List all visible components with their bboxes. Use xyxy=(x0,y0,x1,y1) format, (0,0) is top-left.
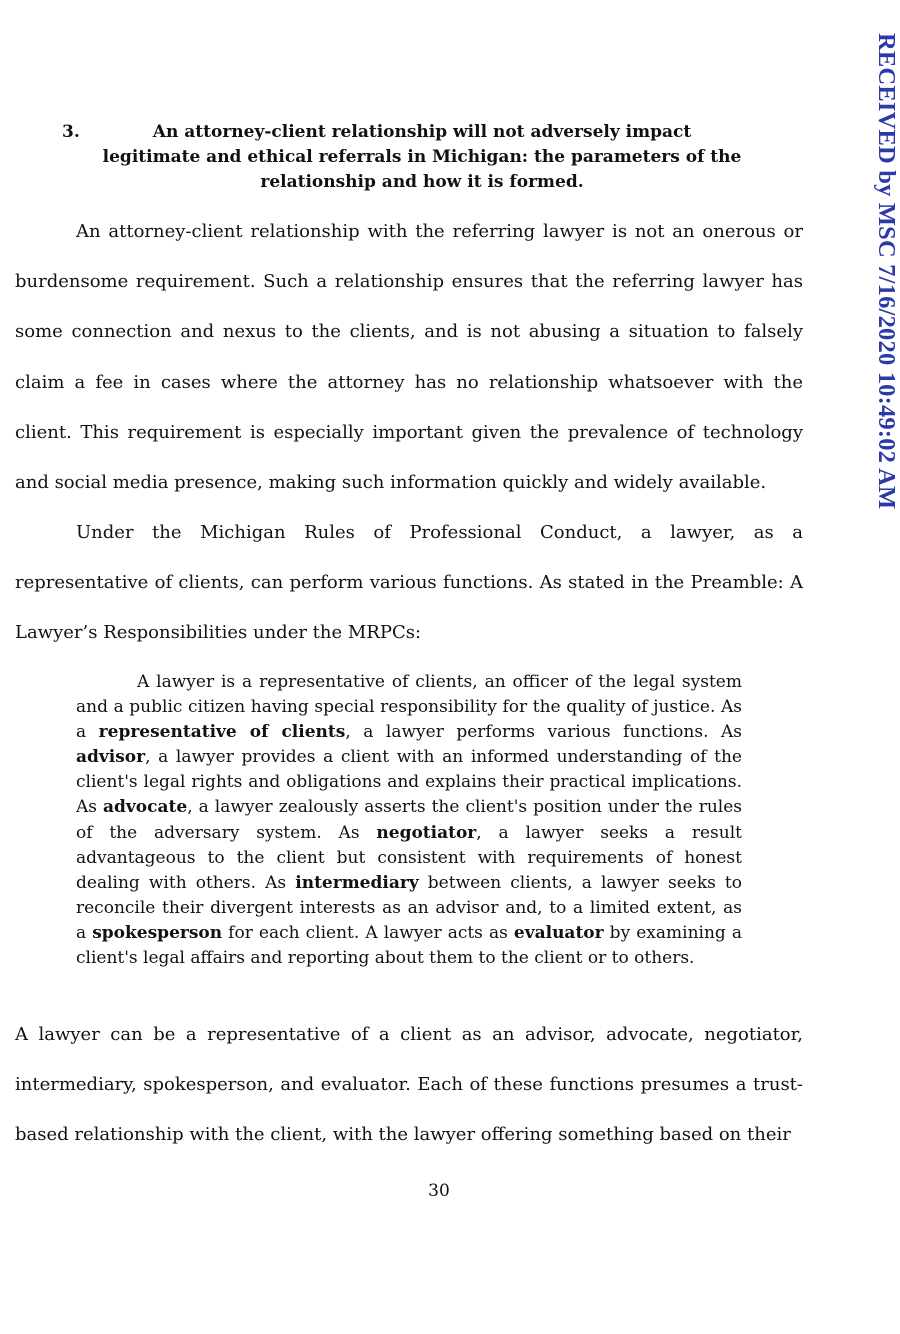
quote-text: , a lawyer performs various functions. As xyxy=(345,722,743,743)
quote-emphasis: advocate xyxy=(103,797,188,818)
section-heading xyxy=(62,120,762,195)
quote-text: , a lawyer zealously asserts the client's position under the rules of the adversary system. As xyxy=(76,797,743,843)
quote-emphasis: representative of clients xyxy=(98,722,346,743)
page-number: 30 xyxy=(428,1181,450,1201)
quote-emphasis: intermediary xyxy=(295,872,419,893)
paragraph-3: A lawyer can be a representative of a client as an advisor, advocate, negotiator, intermediary, spokesperson, and evaluator. Each of these functions presumes a trust-based relationship with the client, with the lawyer offering something based on their xyxy=(15,1024,803,1146)
block-quote xyxy=(76,670,742,971)
section-heading-text: An attorney-client relationship will not adversely impact legitimate and ethical referrals in Michigan: the parameters of the relationship and how it is formed. xyxy=(102,122,742,192)
received-stamp: RECEIVED by MSC 7/16/2020 10:49:02 AM xyxy=(873,33,900,510)
quote-text: by examining a client's legal affairs and reporting about them to the client or to others. xyxy=(76,922,743,969)
paragraph-2: Under the Michigan Rules of Professional Conduct, a lawyer, as a representative of clients, can perform various functions. As stated in the Preamble: A Lawyer’s Responsibilities under the MRPCs: xyxy=(15,522,803,644)
quote-emphasis: evaluator xyxy=(513,922,604,943)
quote-emphasis: advisor xyxy=(76,747,146,768)
quote-text: , a lawyer provides a client with an informed understanding of the client's legal rights and obligations and explains their practical implications. As xyxy=(76,747,742,818)
quote-text: , a lawyer seeks a result advantageous to the client but consistent with requirements of honest dealing with others. As xyxy=(76,822,742,893)
quote-text: for each client. A lawyer acts as xyxy=(222,922,514,943)
quote-text: between clients, a lawyer seeks to reconcile their divergent interests as an advisor and, to a limited extent, as a xyxy=(76,872,742,943)
section-number: 3. xyxy=(62,122,80,142)
paragraph-1: An attorney-client relationship with the referring lawyer is not an onerous or burdensome requirement. Such a relationship ensures that the referring lawyer has some connection and nexus to the clients, and is not abusing a situation to falsely claim a fee in cases where the attorney has no relationship whatsoever with the client. This requirement is especially important given the prevalence of technology and social media presence, making such information quickly and widely available. xyxy=(15,221,803,494)
quote-emphasis: spokesperson xyxy=(92,922,223,943)
quote-emphasis: negotiator xyxy=(376,822,477,843)
quote-text: A lawyer is a representative of clients, an officer of the legal system and a public citizen having special responsibility for the quality of justice. As a xyxy=(76,672,742,743)
